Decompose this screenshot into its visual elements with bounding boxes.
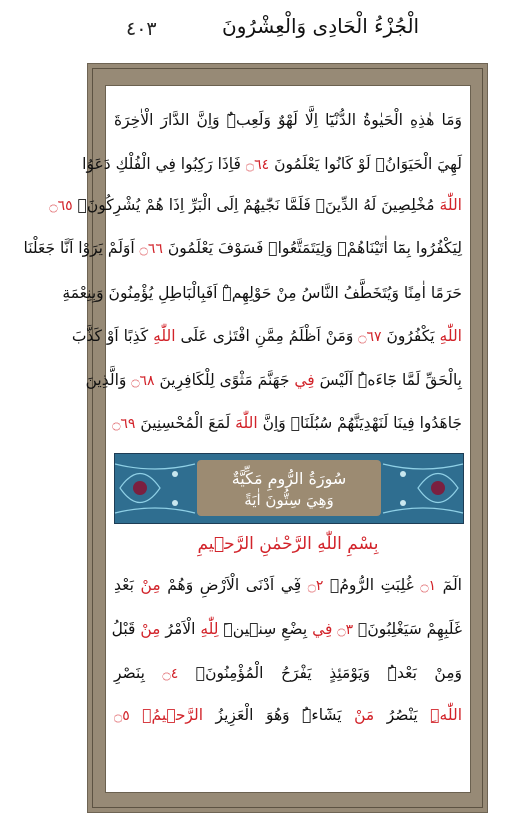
verse-line-9: الٓمٓ ۝١ غُلِبَتِ الرُّومُۙ ۝٢ فِٓي اَدْنَى الْاَرْضِ وَهُمْ مِنْ بَعْدِ <box>114 576 462 594</box>
surah-name: سُورَةُ الرُّومِ مَكِّيَّةٌ <box>231 469 347 488</box>
verse-line-10: غَلَبِهِمْ سَيَغْلِبُونَۙ ۝٣ فِي بِضْعِ سِن۪ينَۜ لِلّٰهِ الْاَمْرُ مِنْ قَبْلُ <box>111 620 462 638</box>
page-header <box>0 0 518 60</box>
verse-line-5: حَرَمًا اٰمِنًا وَيُتَخَطَّفُ النَّاسُ مِنْ حَوْلِهِمْۜ اَفَبِالْبَاطِلِ يُؤْمِنُونَ وَبِنِعْمَةِ <box>62 284 462 302</box>
ayah-marker: ۝٦٥ <box>49 198 73 214</box>
ayah-marker: ۝٦٨ <box>131 373 155 389</box>
verse-line-12: اللّٰهِۜ يَنْصُرُ مَنْ يَشَٓاءُۜ وَهُوَ الْعَزِيزُ الرَّح۪يمُۙ ۝٥ <box>114 706 463 724</box>
surah-header-banner <box>114 453 464 524</box>
verse-line-3: اللّٰهَ مُخْلِصِينَ لَهُ الدِّينَۚ فَلَمَّا نَجّٰيهُمْ اِلَى الْبَرِّ اِذَا هُمْ يُشْرِكُونَۙ ۝٦٥ <box>49 196 462 214</box>
verse-line-4: لِيَكْفُرُوا بِمَٓا اٰتَيْنَاهُمْۚ وَلِيَتَمَتَّعُواࣞ فَسَوْفَ يَعْلَمُونَ ۝٦٦ اَوَلَمْ يَرَوْا اَنَّا جَعَلْنَا <box>23 239 462 257</box>
ayah-marker: ۝٦٩ <box>112 416 136 432</box>
ayah-marker: ۝٥ <box>114 708 130 724</box>
verse-line-1: وَمَا هٰذِهِ الْحَيٰوةُ الدُّنْيَٓا اِلَّا لَهْوٌ وَلَعِبٌۜ وَاِنَّ الدَّارَ الْاٰخِرَةَ <box>114 111 462 129</box>
surah-verse-count: وَهِيَ سِتُّونَ اٰيَةً <box>244 491 334 509</box>
verse-line-11: وَمِنْ بَعْدُۜ وَيَوْمَئِذٍ يَفْرَحُ الْمُؤْمِنُونَۙ ۝٤ بِنَصْرِ <box>114 664 462 682</box>
ayah-marker: ۝٦٤ <box>245 157 270 173</box>
surah-title-cartouche <box>197 460 381 516</box>
text-area <box>23 85 471 793</box>
basmala: بِسْمِ اللّٰهِ الرَّحْمٰنِ الرَّح۪يمِ <box>197 534 379 554</box>
ayah-marker: ۝١ <box>420 578 437 594</box>
verse-line-2: لَهِيَ الْحَيَوَانُۢ لَوْ كَانُوا يَعْلَمُونَ ۝٦٤ فَاِذَا رَكِبُوا فِي الْفُلْكِ دَعَوُا <box>82 155 462 173</box>
page-frame <box>23 63 488 813</box>
page-number: ٤٠٣ <box>126 18 157 40</box>
verse-line-6: اللّٰهِ يَكْفُرُونَ ۝٦٧ وَمَنْ اَظْلَمُ مِمَّنِ افْتَرٰى عَلَى اللّٰهِ كَذِبًا اَوْ كَذَّبَ <box>71 327 462 345</box>
ayah-marker: ۝٣ <box>337 622 354 638</box>
verse-line-7: بِالْحَقِّ لَمَّا جَٓاءَهُۜ اَلَيْسَ فِي جَهَنَّمَ مَثْوًى لِلْكَافِرِينَ ۝٦٨ وَالَّذِينَ <box>85 371 462 389</box>
ayah-marker: ۝٦٧ <box>358 329 382 345</box>
ayah-marker: ۝٤ <box>162 666 179 682</box>
juz-title: الْجُزْءُ الْحَادِى وَالْعِشْرُونَ <box>222 14 420 38</box>
verse-line-8: جَاهَدُوا فِينَا لَنَهْدِيَنَّهُمْ سُبُلَنَاۜ وَاِنَّ اللّٰهَ لَمَعَ الْمُحْسِنِينَ ۝٦٩ <box>112 414 462 432</box>
ayah-marker: ۝٢ <box>307 578 324 594</box>
ayah-marker: ۝٦٦ <box>139 241 163 257</box>
